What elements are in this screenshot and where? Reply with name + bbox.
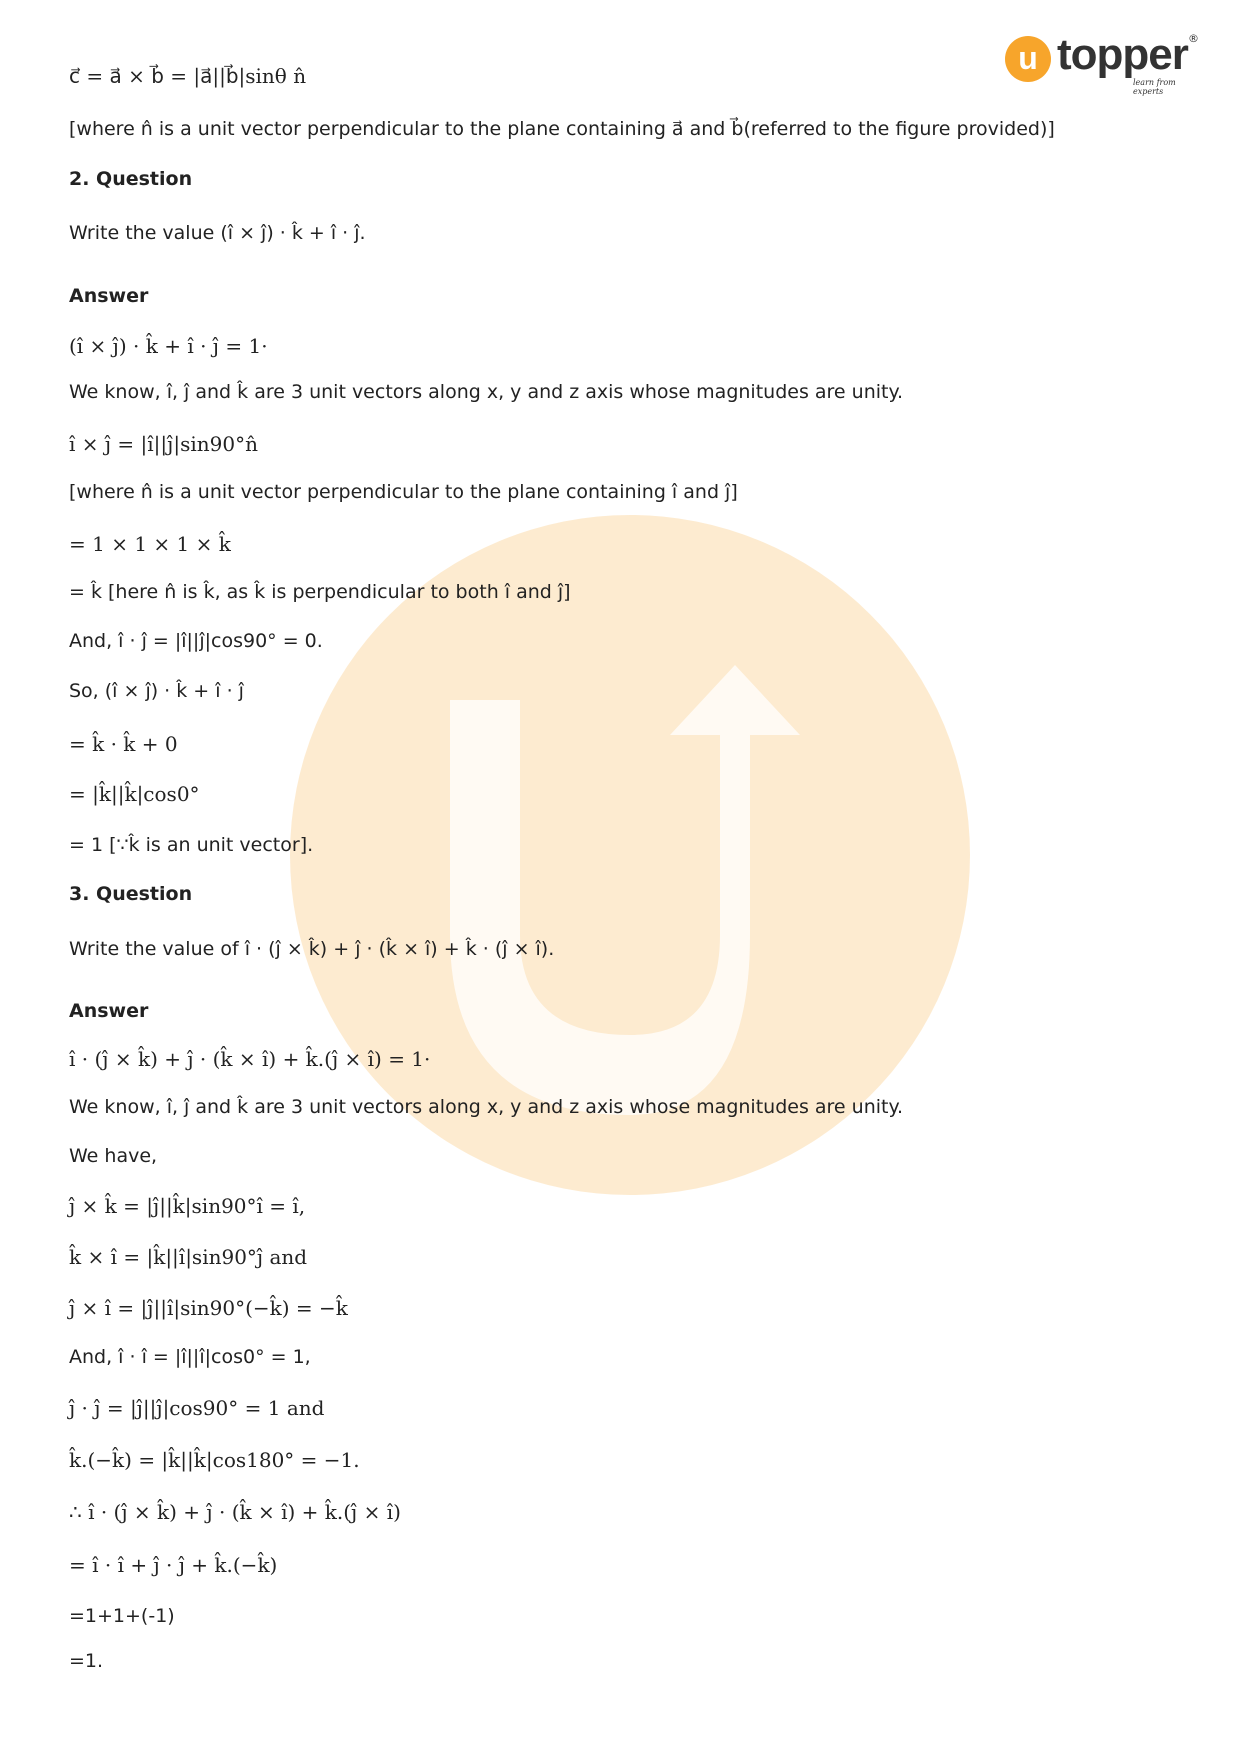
answer-2-note: [where n̂ is a unit vector perpendicular to the plane containing î and ĵ]: [69, 481, 738, 503]
answer-3-step: =1+1+(-1): [69, 1605, 175, 1627]
question-3-heading: 3. Question: [69, 883, 193, 905]
watermark-logo: [290, 515, 970, 1195]
logo-u-icon: u: [1005, 36, 1051, 82]
answer-2-result: (î × ĵ) · k̂ + î · ĵ = 1·: [69, 334, 268, 358]
answer-2-step: = k̂ [here n̂ is k̂, as k̂ is perpendicular to both î and ĵ]: [69, 581, 571, 603]
answer-2-known: We know, î, ĵ and k̂ are 3 unit vectors along x, y and z axis whose magnitudes are unity.: [69, 381, 904, 403]
question-3-text: Write the value of î · (ĵ × k̂) + ĵ · (k̂ × î) + k̂ · (ĵ × î).: [69, 938, 555, 960]
question-2-text: Write the value (î × ĵ) · k̂ + î · ĵ.: [69, 222, 366, 244]
answer-3-we-have: We have,: [69, 1145, 158, 1167]
answer-3-known: We know, î, ĵ and k̂ are 3 unit vectors along x, y and z axis whose magnitudes are unity.: [69, 1096, 904, 1118]
topper-logo: [1005, 30, 1205, 96]
answer-3-result: î · (ĵ × k̂) + ĵ · (k̂ × î) + k̂.(ĵ × î) = 1·: [69, 1047, 431, 1071]
answer-3-step: ∴ î · (ĵ × k̂) + ĵ · (k̂ × î) + k̂.(ĵ × î): [69, 1500, 401, 1524]
answer-2-step: And, î · ĵ = |î||ĵ|cos90° = 0.: [69, 630, 323, 652]
answer-3-step: k̂ × î = |k̂||î|sin90°ĵ and: [69, 1245, 308, 1269]
logo-wordmark: topper: [1057, 30, 1188, 79]
registered-mark: ®: [1188, 32, 1199, 45]
answer-3-step: k̂.(−k̂) = |k̂||k̂|cos180° = −1.: [69, 1448, 360, 1472]
answer-2-step: So, (î × ĵ) · k̂ + î · ĵ: [69, 680, 244, 702]
answer-2-step: = |k̂||k̂|cos0°: [69, 782, 200, 806]
answer-2-step: = k̂ · k̂ + 0: [69, 732, 178, 756]
answer-3-step: ĵ × k̂ = |ĵ||k̂|sin90°î = î,: [69, 1194, 306, 1218]
answer-3-step: = î · î + ĵ · ĵ + k̂.(−k̂): [69, 1553, 278, 1577]
question-2-heading: 2. Question: [69, 168, 193, 190]
answer-3-final: =1.: [69, 1650, 104, 1672]
answer-2-conclusion: = 1 [∵k̂ is an unit vector].: [69, 834, 314, 856]
answer-3-step: And, î · î = |î||î|cos0° = 1,: [69, 1346, 311, 1368]
answer-3-heading: Answer: [69, 1000, 149, 1022]
answer-2-heading: Answer: [69, 285, 149, 307]
note-unit-vector: [where n̂ is a unit vector perpendicular to the plane containing a⃗ and b⃗(referred to the figure provided)]: [69, 118, 1055, 140]
answer-3-step: ĵ × î = |ĵ||î|sin90°(−k̂) = −k̂: [69, 1296, 348, 1320]
logo-tagline: learn from experts: [1133, 78, 1176, 96]
formula-cross-product: c⃗ = a⃗ × b⃗ = |a⃗||b⃗|sinθ n̂: [69, 64, 307, 88]
answer-2-step: = 1 × 1 × 1 × k̂: [69, 532, 231, 556]
answer-2-step: î × ĵ = |î||ĵ|sin90°n̂: [69, 432, 258, 456]
answer-3-step: ĵ · ĵ = |ĵ||ĵ|cos90° = 1 and: [69, 1396, 325, 1420]
